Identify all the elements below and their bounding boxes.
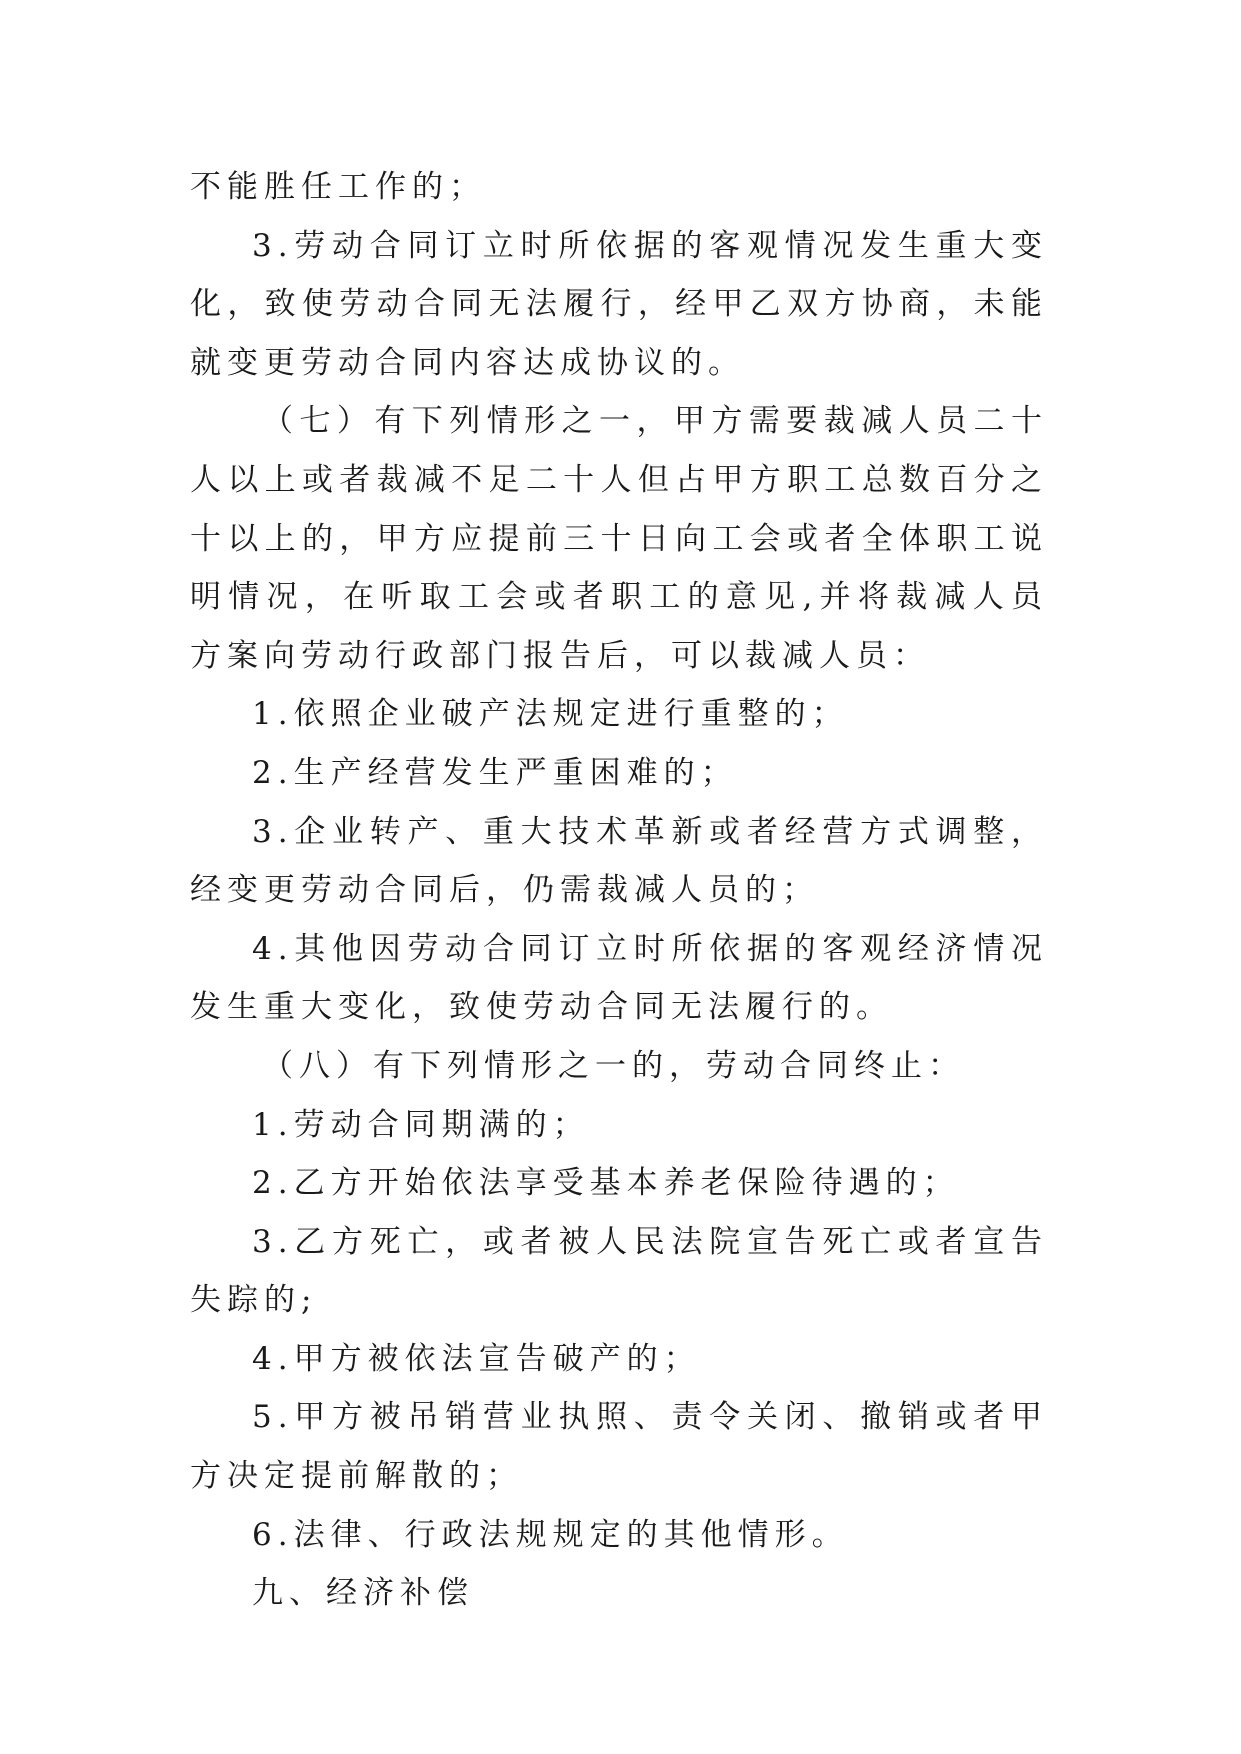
paragraph-13: 5.甲方被吊销营业执照、责令关闭、撤销或者甲方决定提前解散的； xyxy=(190,1399,1048,1495)
document-body xyxy=(190,158,1048,1623)
paragraph-14: 6.法律、行政法规规定的其他情形。 xyxy=(252,1516,849,1553)
paragraph-11: 3.乙方死亡，或者被人民法院宣告死亡或者宣告失踪的; xyxy=(190,1223,1048,1319)
paragraph-7: 4.其他因劳动合同订立时所依据的客观经济情况发生重大变化，致使劳动合同无法履行的。 xyxy=(190,930,1048,1026)
section-heading-economic-compensation: 九、经济补偿 xyxy=(252,1575,474,1612)
paragraph-8: （八）有下列情形之一的，劳动合同终止： xyxy=(262,1047,965,1084)
paragraph-10: 2.乙方开始依法享受基本养老保险待遇的； xyxy=(252,1165,960,1202)
paragraph-3: （七）有下列情形之一，甲方需要裁减人员二十人以上或者裁减不足二十人但占甲方职工总数百分之十以上的，甲方应提前三十日向工会或者全体职工说明情况，在听取工会或者职工的意见,并将裁减人员方案向劳动行政部门报告后，可以裁减人员： xyxy=(190,403,1048,674)
paragraph-2: 3.劳动合同订立时所依据的客观情况发生重大变化，致使劳动合同无法履行，经甲乙双方协商，未能就变更劳动合同内容达成协议的。 xyxy=(190,227,1048,381)
paragraph-6: 3.企业转产、重大技术革新或者经营方式调整，经变更劳动合同后，仍需裁减人员的； xyxy=(190,813,1048,909)
paragraph-12: 4.甲方被依法宣告破产的； xyxy=(252,1340,701,1377)
paragraph-9: 1.劳动合同期满的； xyxy=(252,1106,590,1143)
paragraph-4: 1.依照企业破产法规定进行重整的； xyxy=(252,696,849,733)
paragraph-1: 不能胜任工作的； xyxy=(190,169,486,205)
paragraph-5: 2.生产经营发生严重困难的； xyxy=(252,754,738,791)
